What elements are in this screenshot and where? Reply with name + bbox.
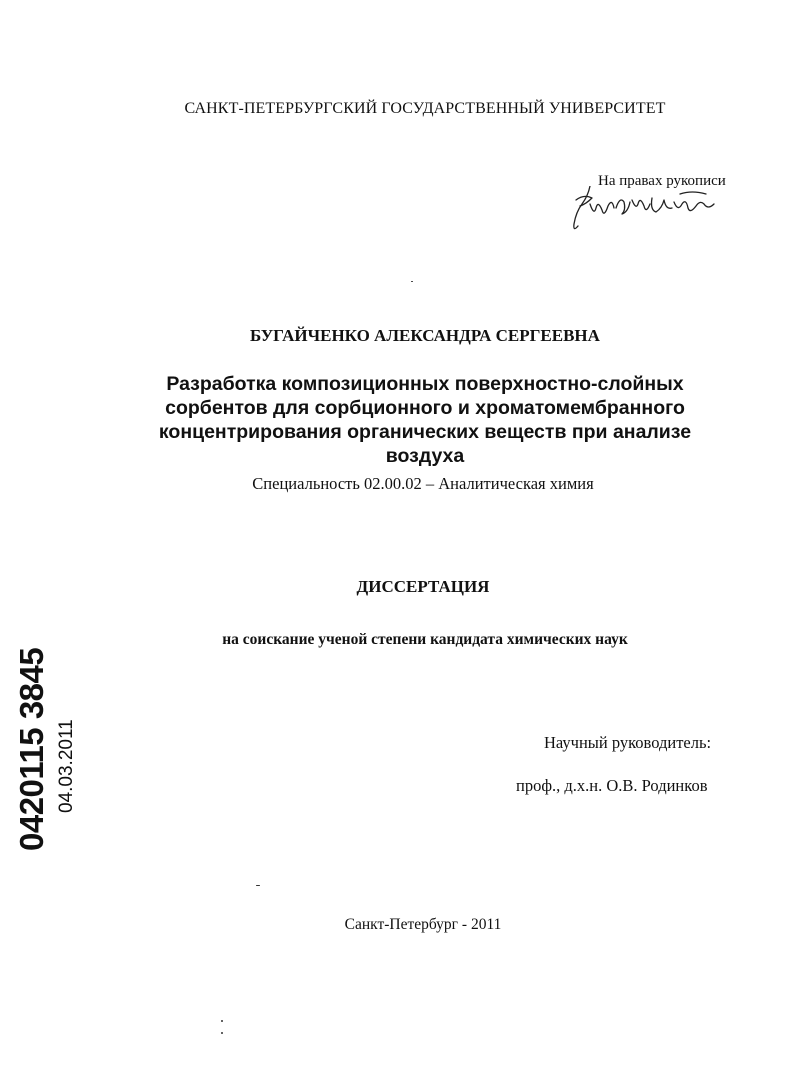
document-type: ДИССЕРТАЦИЯ [356,577,490,596]
thesis-title [100,372,750,468]
scan-speck [221,1020,223,1022]
thesis-title-line: воздуха [385,445,465,467]
author-signature [568,186,728,236]
scan-speck [411,281,413,282]
thesis-title-line: концентрирования органических веществ при анализе [158,421,692,443]
supervisor-label: Научный руководитель: [544,733,712,752]
university-name: САНКТ-ПЕТЕРБУРГСКИЙ ГОСУДАРСТВЕННЫЙ УНИВЕРСИТЕТ [184,100,666,117]
thesis-title-line: сорбентов для сорбционного и хроматомембранного [165,397,685,419]
scan-speck [221,1032,223,1034]
author-name: БУГАЙЧЕНКО АЛЕКСАНДРА СЕРГЕЕВНА [250,326,600,345]
city-year: Санкт-Петербург - 2011 [344,916,502,933]
speciality: Специальность 02.00.02 – Аналитическая химия [252,474,594,493]
library-stamp-number: 0420115 3845 [13,647,50,851]
scan-speck [256,885,260,886]
supervisor-name: проф., д.х.н. О.В. Родинков [516,776,708,795]
degree-statement: на соискание ученой степени кандидата химических наук [222,631,628,648]
manuscript-rights-note: На правах рукописи [598,173,726,189]
library-stamp-date: 04.03.2011 [56,719,77,813]
thesis-title-line: Разработка композиционных поверхностно-слойных [166,373,684,395]
